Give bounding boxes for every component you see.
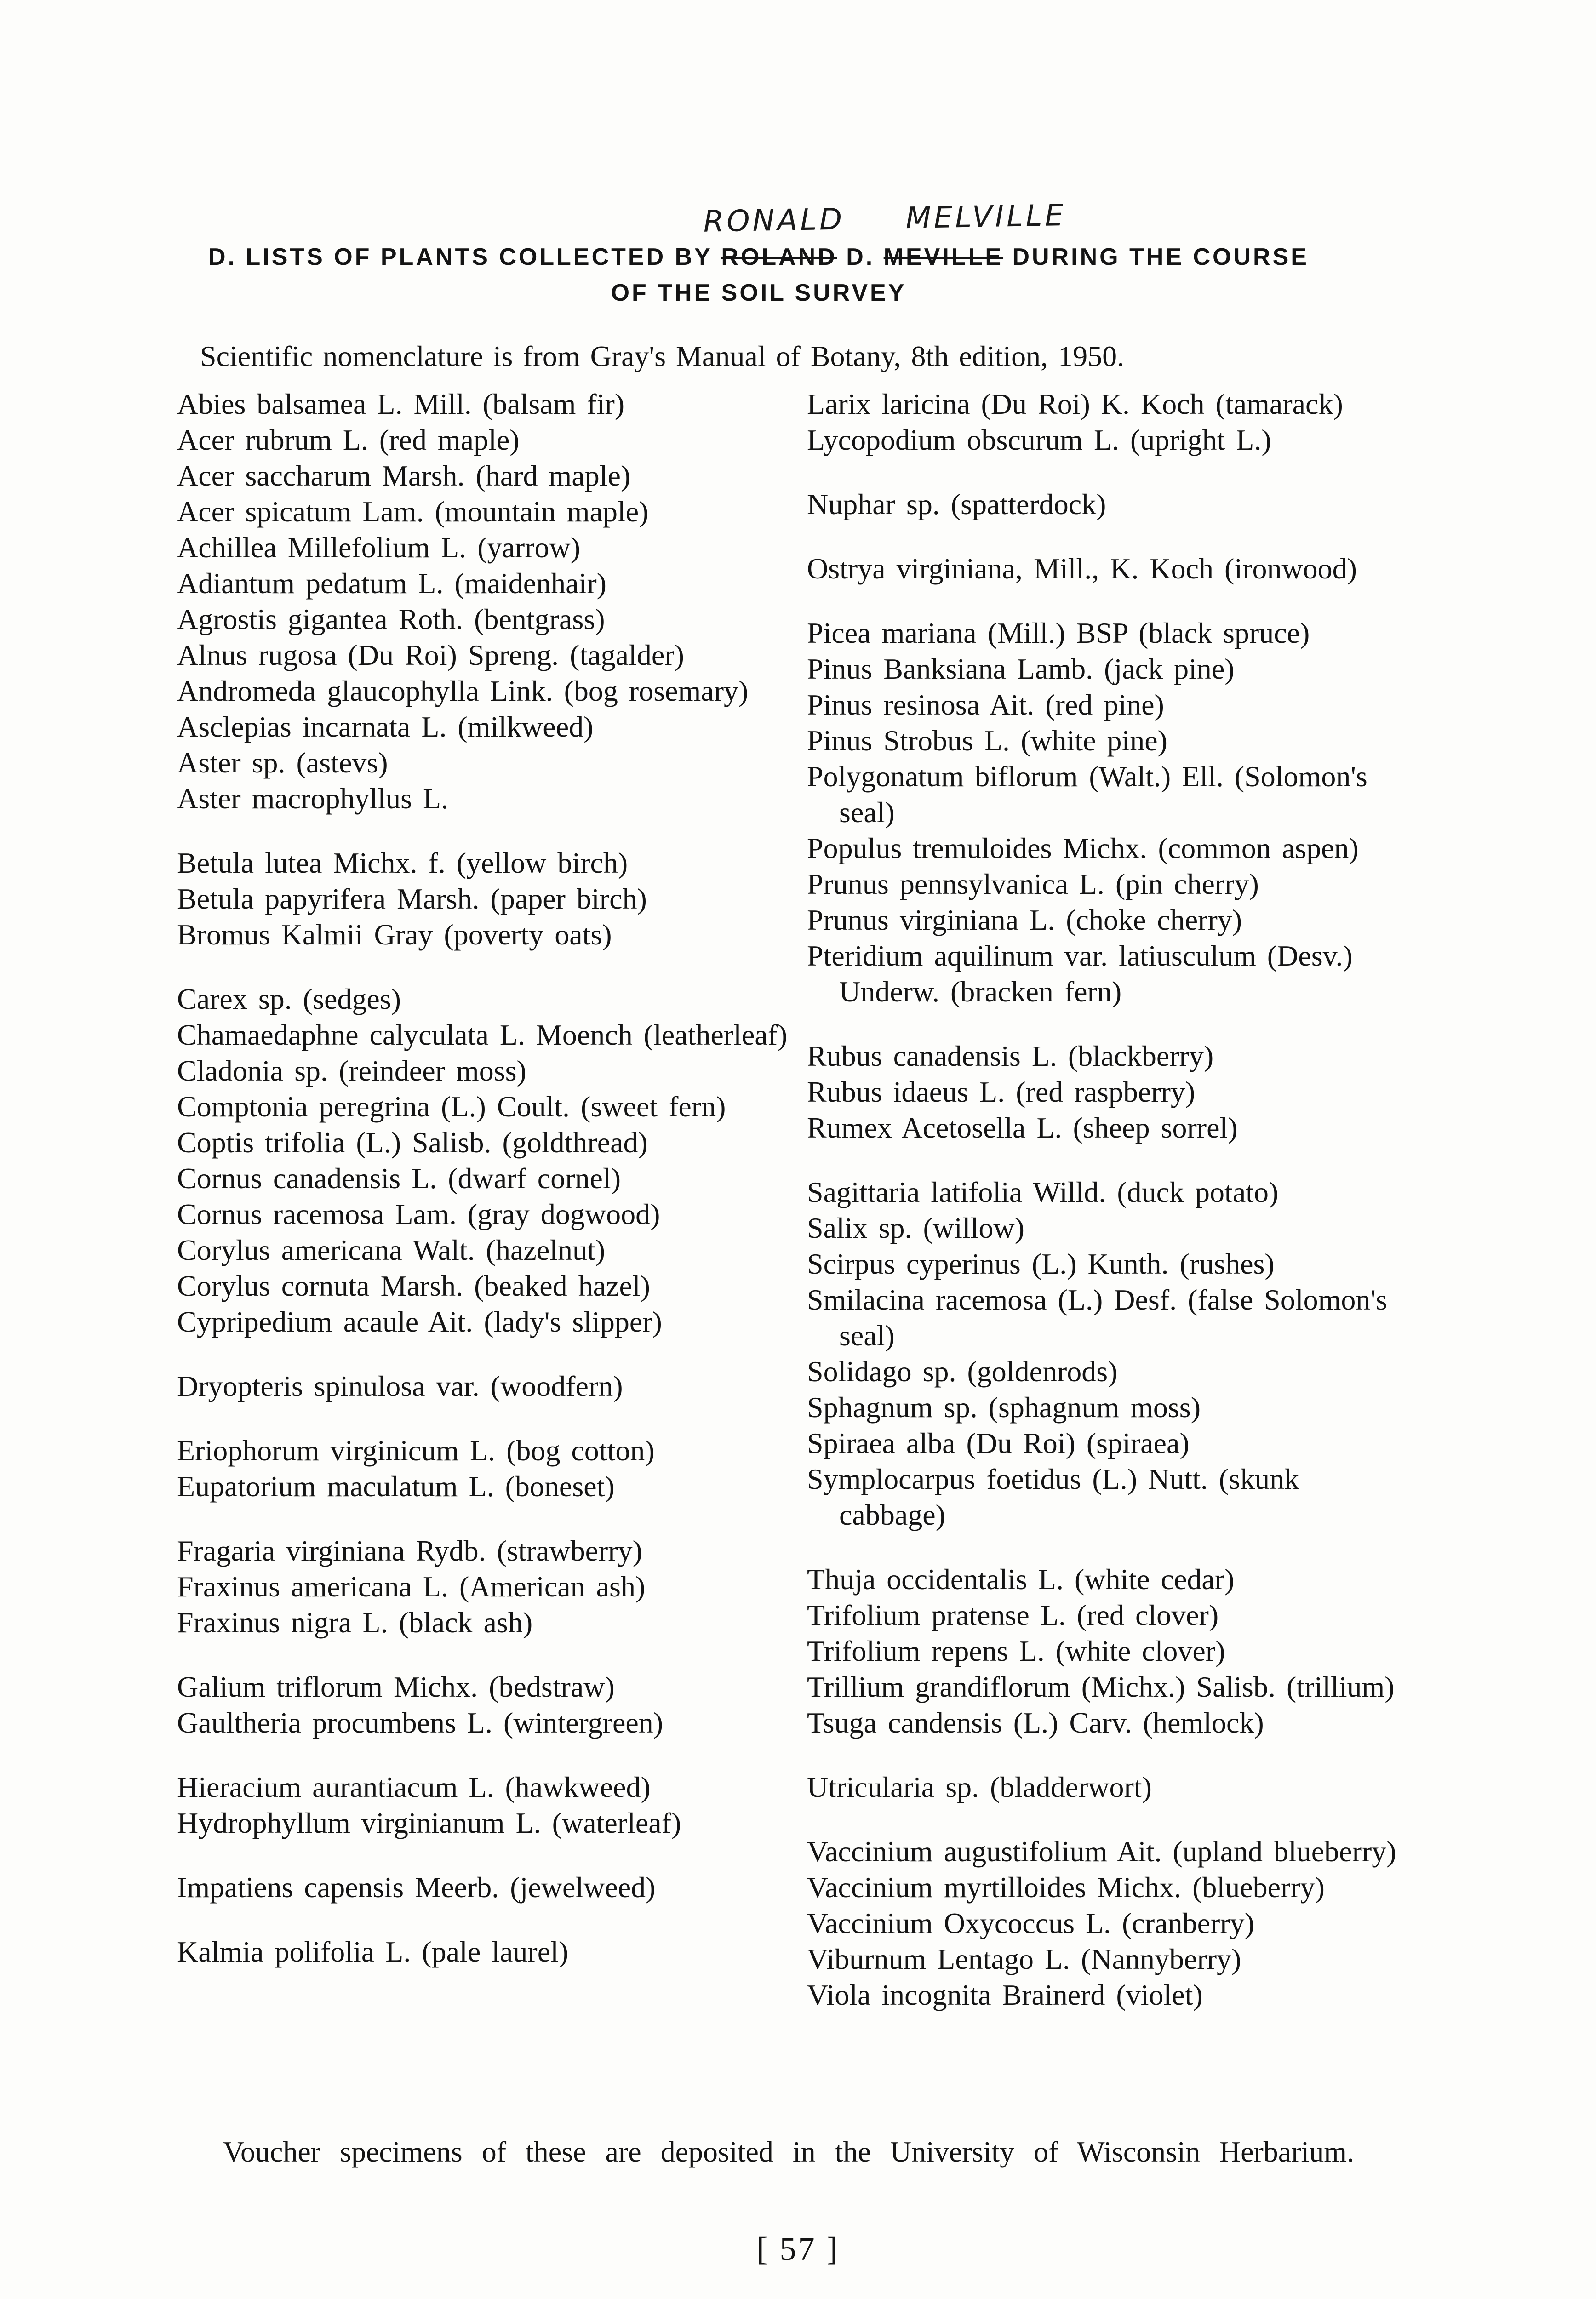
plant-entry: Ostrya virginiana, Mill., K. Koch (ironwood)	[807, 552, 1357, 585]
plant-entry: Vaccinium myrtilloides Michx. (blueberry)	[807, 1871, 1325, 1904]
plant-entry: Cornus racemosa Lam. (gray dogwood)	[177, 1198, 660, 1230]
list-section-gap	[177, 953, 789, 981]
plant-entry: Adiantum pedatum L. (maidenhair)	[177, 567, 606, 600]
heading-struck-first-name: ROLAND	[721, 244, 837, 270]
plant-entry: Gaultheria procumbens L. (wintergreen)	[177, 1706, 664, 1739]
plant-entry: Aster macrophyllus L.	[177, 782, 449, 815]
plant-entry: Pinus Strobus L. (white pine)	[807, 724, 1167, 757]
plant-entry: Abies balsamea L. Mill. (balsam fir)	[177, 388, 625, 420]
voucher-note: Voucher specimens of these are deposited in the University of Wisconsin Herbarium.	[223, 2135, 1355, 2168]
page-number: [ 57 ]	[756, 2230, 840, 2267]
plant-entry: Betula papyrifera Marsh. (paper birch)	[177, 882, 647, 915]
plant-entry: Cladonia sp. (reindeer moss)	[177, 1054, 526, 1087]
plant-entry: Rubus idaeus L. (red raspberry)	[807, 1075, 1196, 1108]
list-section-gap	[807, 1533, 1414, 1561]
plant-entry: Vaccinium augustifolium Ait. (upland blueberry)	[807, 1835, 1396, 1868]
list-section-gap	[807, 1805, 1414, 1834]
plant-entry: Trifolium pratense L. (red clover)	[807, 1599, 1219, 1631]
plant-entry: Eriophorum virginicum L. (bog cotton)	[177, 1434, 655, 1467]
list-section-gap	[177, 1340, 789, 1368]
right-column-plant-list	[807, 386, 1414, 2013]
plant-entry: Fraxinus americana L. (American ash)	[177, 1570, 646, 1603]
plant-entry: Hydrophyllum virginianum L. (waterleaf)	[177, 1807, 681, 1839]
plant-entry: Vaccinium Oxycoccus L. (cranberry)	[807, 1907, 1254, 1939]
plant-entry: Solidago sp. (goldenrods)	[807, 1355, 1118, 1388]
plant-entry: Scirpus cyperinus (L.) Kunth. (rushes)	[807, 1247, 1275, 1280]
plant-entry: Galium triflorum Michx. (bedstraw)	[177, 1670, 615, 1703]
plant-entry: Rubus canadensis L. (blackberry)	[807, 1040, 1214, 1072]
plant-entry: Aster sp. (astevs)	[177, 746, 388, 779]
list-section-gap	[177, 1841, 789, 1870]
plant-entry: Trillium grandiflorum (Michx.) Salisb. (trillium)	[807, 1670, 1395, 1703]
left-column-plant-list	[177, 386, 789, 1970]
plant-entry: Pinus Banksiana Lamb. (jack pine)	[807, 652, 1235, 685]
plant-entry: Thuja occidentalis L. (white cedar)	[807, 1563, 1235, 1596]
plant-entry: Lycopodium obscurum L. (upright L.)	[807, 423, 1271, 456]
heading-middle-initial: D.	[846, 244, 875, 270]
plant-entry: Sagittaria latifolia Willd. (duck potato)	[807, 1176, 1279, 1208]
heading-line-2: OF THE SOIL SURVEY	[611, 280, 907, 306]
list-section-gap	[177, 1404, 789, 1433]
plant-entry: Comptonia peregrina (L.) Coult. (sweet fern)	[177, 1090, 726, 1123]
plant-entry: Viburnum Lentago L. (Nannyberry)	[807, 1943, 1241, 1975]
plant-entry: Betula lutea Michx. f. (yellow birch)	[177, 846, 628, 879]
plant-entry: Fragaria virginiana Rydb. (strawberry)	[177, 1534, 642, 1567]
plant-entry: Acer rubrum L. (red maple)	[177, 423, 520, 456]
plant-entry: Sphagnum sp. (sphagnum moss)	[807, 1391, 1201, 1424]
plant-entry: Nuphar sp. (spatterdock)	[807, 488, 1106, 520]
list-section-gap	[807, 458, 1414, 486]
plant-entry: Carex sp. (sedges)	[177, 983, 401, 1015]
handwritten-first-name: RONALD	[703, 202, 845, 239]
list-section-gap	[177, 1504, 789, 1533]
plant-entry: Hieracium aurantiacum L. (hawkweed)	[177, 1771, 651, 1803]
list-section-gap	[807, 522, 1414, 551]
plant-entry: Picea mariana (Mill.) BSP (black spruce)	[807, 617, 1310, 649]
plant-entry: Andromeda glaucophylla Link. (bog rosemary)	[177, 675, 749, 707]
plant-entry: Corylus americana Walt. (hazelnut)	[177, 1234, 606, 1266]
list-section-gap	[807, 1146, 1414, 1174]
plant-entry: Pteridium aquilinum var. latiusculum (Desv.) Underw. (bracken fern)	[807, 939, 1353, 1008]
plant-entry: Symplocarpus foetidus (L.) Nutt. (skunk cabbage)	[807, 1463, 1299, 1531]
plant-entry: Acer saccharum Marsh. (hard maple)	[177, 459, 631, 492]
plant-entry: Trifolium repens L. (white clover)	[807, 1635, 1225, 1667]
plant-entry: Spiraea alba (Du Roi) (spiraea)	[807, 1427, 1190, 1459]
list-section-gap	[807, 1010, 1414, 1038]
list-section-gap	[807, 1741, 1414, 1769]
plant-entry: Eupatorium maculatum L. (boneset)	[177, 1470, 615, 1503]
list-section-gap	[177, 1741, 789, 1769]
plant-entry: Cypripedium acaule Ait. (lady's slipper)	[177, 1305, 662, 1338]
plant-entry: Utricularia sp. (bladderwort)	[807, 1771, 1152, 1803]
plant-entry: Populus tremuloides Michx. (common aspen)	[807, 832, 1359, 864]
plant-entry: Tsuga candensis (L.) Carv. (hemlock)	[807, 1706, 1264, 1739]
heading-line-1	[138, 239, 1379, 275]
plant-entry: Prunus virginiana L. (choke cherry)	[807, 904, 1242, 936]
plant-entry: Prunus pennsylvanica L. (pin cherry)	[807, 868, 1259, 900]
plant-entry: Acer spicatum Lam. (mountain maple)	[177, 495, 649, 528]
plant-entry: Cornus canadensis L. (dwarf cornel)	[177, 1162, 621, 1195]
list-section-gap	[177, 817, 789, 845]
plant-entry: Polygonatum biflorum (Walt.) Ell. (Solomon's seal)	[807, 760, 1367, 829]
heading-prefix: D. LISTS OF PLANTS COLLECTED BY	[208, 244, 712, 270]
plant-entry: Smilacina racemosa (L.) Desf. (false Solomon's seal)	[807, 1283, 1387, 1352]
heading-suffix: DURING THE COURSE	[1012, 244, 1309, 270]
handwritten-last-name: MELVILLE	[905, 198, 1067, 236]
plant-entry: Asclepias incarnata L. (milkweed)	[177, 710, 594, 743]
plant-entry: Corylus cornuta Marsh. (beaked hazel)	[177, 1270, 650, 1302]
plant-entry: Agrostis gigantea Roth. (bentgrass)	[177, 603, 605, 635]
plant-entry: Dryopteris spinulosa var. (woodfern)	[177, 1370, 623, 1402]
list-section-gap	[177, 1905, 789, 1934]
plant-entry: Fraxinus nigra L. (black ash)	[177, 1606, 533, 1639]
plant-entry: Larix laricina (Du Roi) K. Koch (tamarack)	[807, 388, 1343, 420]
plant-entry: Alnus rugosa (Du Roi) Spreng. (tagalder)	[177, 639, 684, 671]
plant-entry: Impatiens capensis Meerb. (jewelweed)	[177, 1871, 656, 1904]
list-section-gap	[807, 587, 1414, 615]
plant-entry: Salix sp. (willow)	[807, 1212, 1024, 1244]
plant-entry: Rumex Acetosella L. (sheep sorrel)	[807, 1111, 1238, 1144]
plant-entry: Bromus Kalmii Gray (poverty oats)	[177, 918, 612, 951]
plant-entry: Chamaedaphne calyculata L. Moench (leatherleaf)	[177, 1018, 788, 1051]
plant-entry: Coptis trifolia (L.) Salisb. (goldthread)	[177, 1126, 648, 1159]
plant-entry: Kalmia polifolia L. (pale laurel)	[177, 1935, 569, 1968]
intro-paragraph: Scientific nomenclature is from Gray's Manual of Botany, 8th edition, 1950.	[200, 340, 1125, 372]
plant-entry: Pinus resinosa Ait. (red pine)	[807, 688, 1164, 721]
list-section-gap	[177, 1641, 789, 1669]
heading-struck-last-name: MEVILLE	[883, 244, 1004, 270]
plant-entry: Viola incognita Brainerd (violet)	[807, 1979, 1203, 2011]
section-heading	[138, 239, 1379, 311]
plant-entry: Achillea Millefolium L. (yarrow)	[177, 531, 581, 564]
